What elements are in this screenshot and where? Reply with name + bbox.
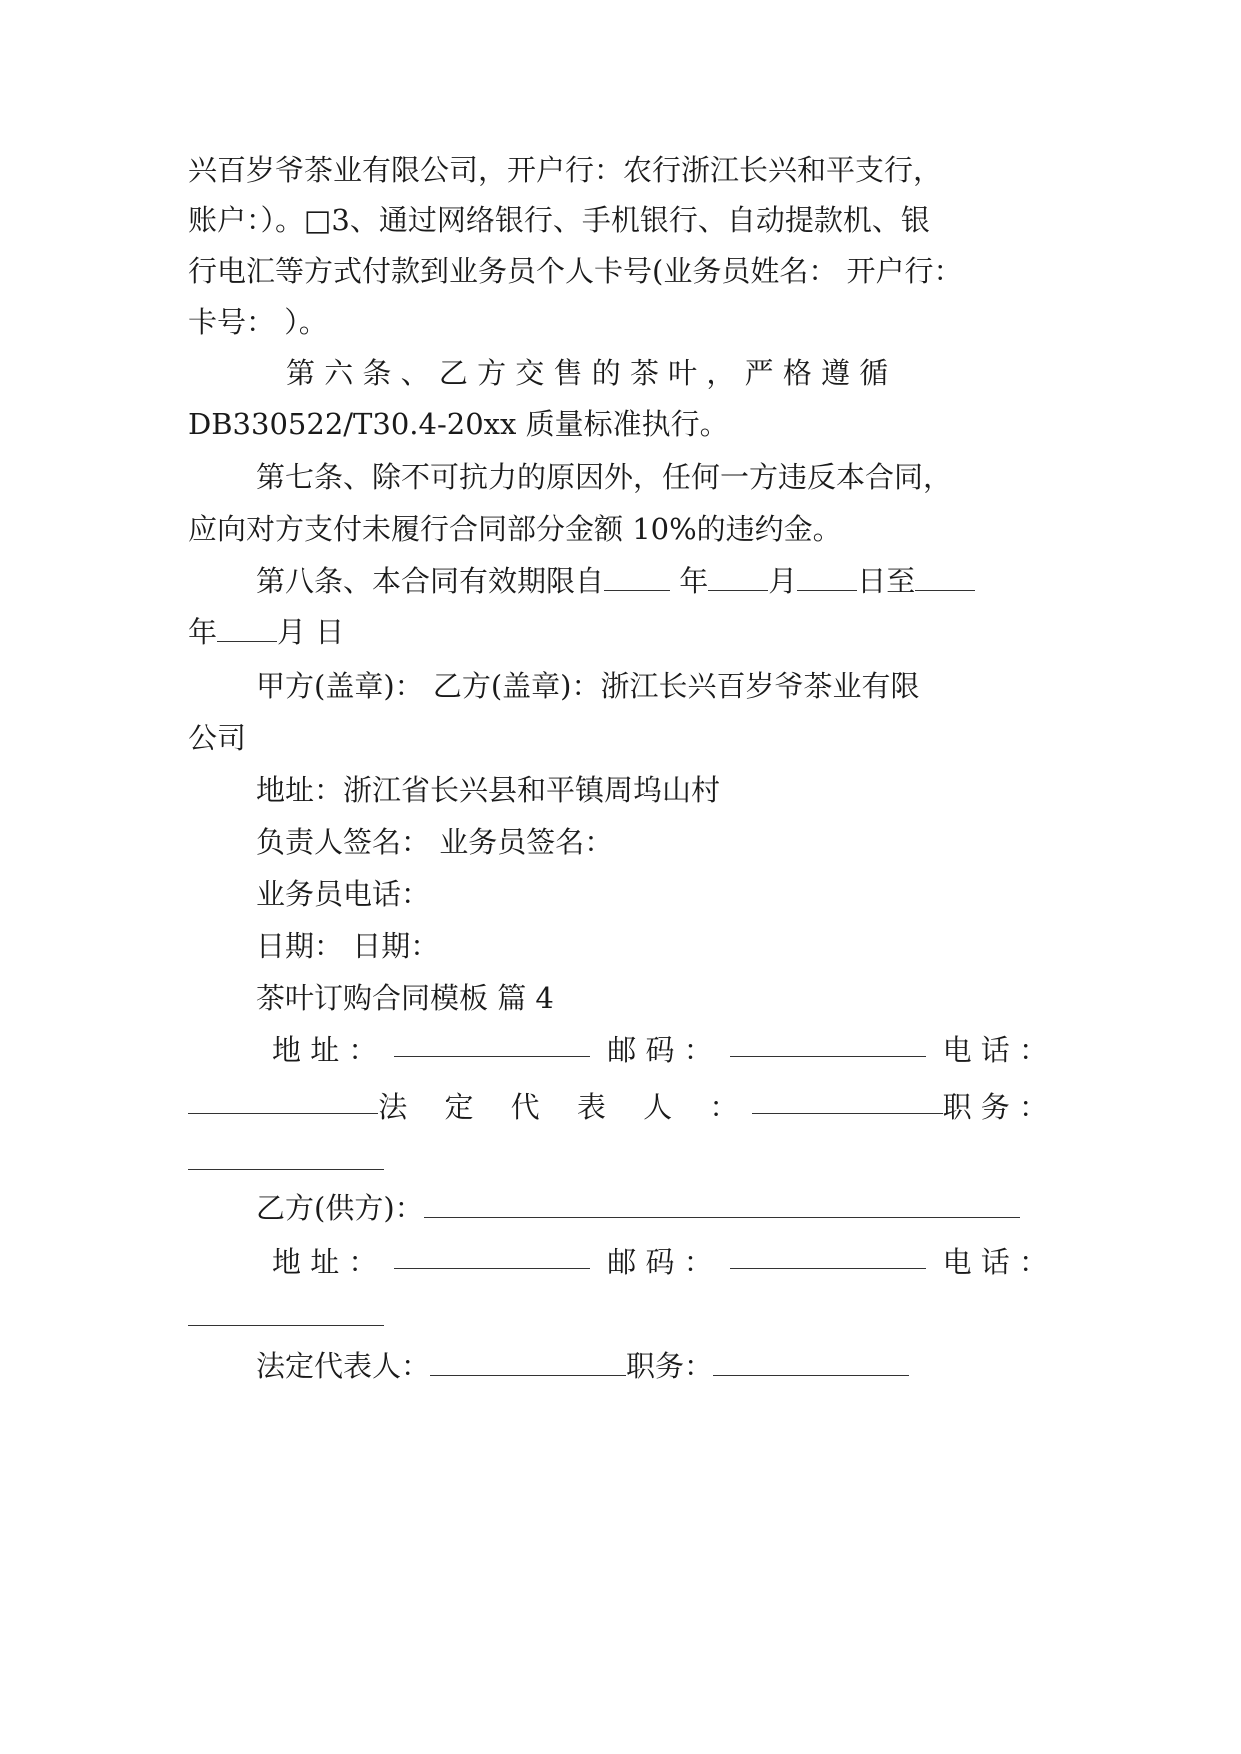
- address-blank: [394, 1242, 590, 1269]
- duty-blank: [188, 1143, 384, 1170]
- paragraph-line: 兴百岁爷茶业有限公司，开户行：农行浙江长兴和平支行，: [188, 153, 943, 187]
- rep-label: 法定代表人：: [256, 1349, 431, 1383]
- paragraph-line: 行电汇等方式付款到业务员个人卡号(业务员姓名： 开户行：: [188, 254, 963, 288]
- form-row-phone: [188, 1296, 1048, 1336]
- article-8-text: 第八条、本合同有效期限自: [256, 564, 605, 598]
- party-b-line: [256, 1188, 1048, 1228]
- zip-blank: [730, 1030, 926, 1057]
- form-row-rep: [188, 1087, 1048, 1127]
- phone-blank: [188, 1299, 384, 1326]
- duty-blank: [713, 1349, 909, 1376]
- end-month-day-label: 月 日: [277, 615, 345, 649]
- article-6-line: 第 六 条 、 乙 方 交 售 的 茶 叶 ， 严 格 遵 循: [286, 356, 889, 390]
- form-row-address: [272, 1030, 1048, 1070]
- paragraph-line: 应向对方支付未履行合同部分金额 10%的违约金。: [188, 512, 842, 546]
- end-month-blank: [217, 615, 277, 642]
- party-b-blank: [424, 1191, 1020, 1218]
- section-heading: 茶叶订购合同模板 篇 4: [256, 981, 554, 1015]
- rep-blank: [752, 1087, 942, 1114]
- rep-blank: [430, 1349, 626, 1376]
- signature-parties-line: 甲方(盖章)： 乙方(盖章)：浙江长兴百岁爷茶业有限: [256, 669, 920, 703]
- phone-blank: [188, 1087, 378, 1114]
- phone-label: 电 话 ：: [942, 1245, 1048, 1279]
- zip-blank: [730, 1242, 926, 1269]
- address-label: 地 址 ：: [272, 1245, 378, 1279]
- phone-label: 电 话 ：: [942, 1033, 1048, 1067]
- address-blank: [394, 1030, 590, 1057]
- year-blank: [604, 564, 670, 591]
- date-line: 日期： 日期：: [256, 929, 440, 963]
- paragraph-line: [188, 612, 1048, 652]
- article-7-line: 第七条、除不可抗力的原因外，任何一方违反本合同，: [256, 460, 953, 494]
- duty-label: 职 务 ：: [942, 1090, 1048, 1124]
- month-label: 月: [768, 564, 798, 598]
- month-blank: [708, 564, 768, 591]
- duty-label: 职务：: [626, 1349, 714, 1383]
- signatures-line: 负责人签名： 业务员签名：: [256, 825, 614, 859]
- paragraph-line: 卡号： ）。: [188, 305, 328, 339]
- year-label: 年: [679, 564, 709, 598]
- end-year-blank: [915, 564, 975, 591]
- form-row-address: [272, 1242, 1048, 1282]
- phone-line: 业务员电话：: [256, 877, 431, 911]
- form-row-duty: [188, 1140, 1048, 1180]
- zip-label: 邮 码 ：: [607, 1245, 713, 1279]
- address-line: 地址：浙江省长兴县和平镇周坞山村: [256, 773, 721, 807]
- end-year-label: 年: [188, 615, 218, 649]
- article-8-line: [256, 561, 1048, 601]
- paragraph-line: 账户：）。□3、通过网络银行、手机银行、自动提款机、银: [188, 203, 930, 237]
- paragraph-line: 公司: [188, 721, 247, 755]
- party-b-label: 乙方(供方)：: [256, 1191, 424, 1225]
- day-blank: [797, 564, 857, 591]
- zip-label: 邮 码 ：: [607, 1033, 713, 1067]
- day-to-label: 日至: [857, 564, 916, 598]
- paragraph-line: DB330522/T30.4-20xx 质量标准执行。: [188, 407, 729, 441]
- address-label: 地 址 ：: [272, 1033, 378, 1067]
- rep-duty-line: [256, 1346, 1048, 1386]
- rep-label: 法 定 代 表 人 ：: [378, 1090, 753, 1124]
